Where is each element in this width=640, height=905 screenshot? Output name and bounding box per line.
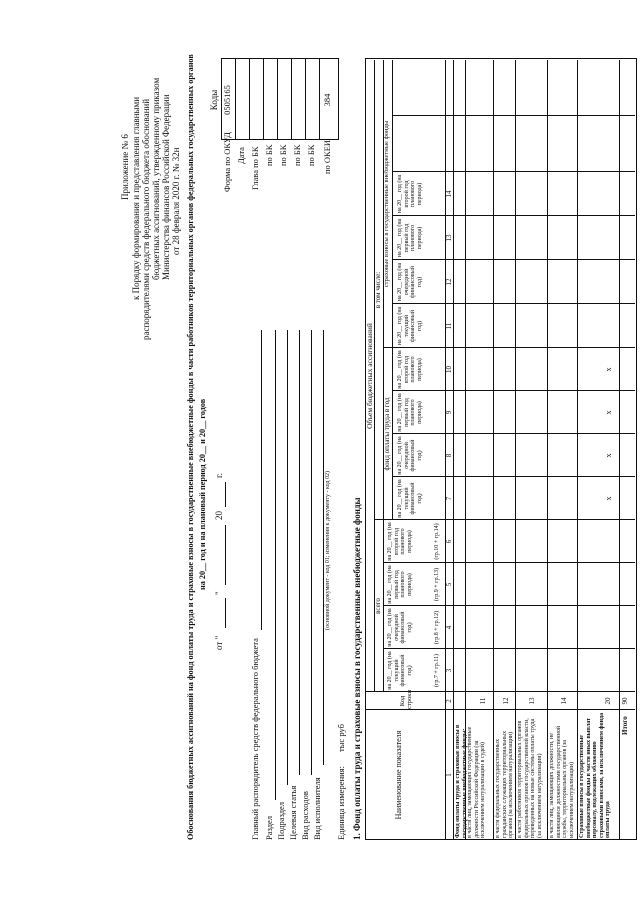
- th-total-p2: на 20__ год (на очередной финансовый год): [387, 608, 413, 647]
- th-total-p1: на 20__ год (на текущий финансовый год): [387, 651, 413, 690]
- date-from: от ": [214, 635, 224, 650]
- col-num-8: 8: [445, 453, 453, 458]
- th-code: Код строки: [399, 690, 414, 709]
- date-label: Дата: [236, 147, 246, 164]
- document-title: Обоснования бюджетных ассигнований на фонд оплаты труда и страховые взносы в государственные внебюджетные фонды в части работников территориальных органов федеральных государственных органов: [186, 54, 195, 840]
- row-3-code: 12: [502, 697, 510, 705]
- vr-label: Вид расходов: [300, 791, 310, 840]
- th-formula-5: (гр.9 + гр.13): [434, 567, 440, 602]
- row-2-name: в части лиц, замещающих государственные должности Российской Федерации (за исключением натурализации в судей): [467, 726, 487, 838]
- okud-label: Форма по ОКУД: [222, 132, 232, 192]
- codes-header: Коды: [209, 89, 219, 111]
- okud-value: 0505165: [222, 85, 232, 115]
- csr-label: Целевая статья: [288, 785, 298, 840]
- bk-label-4: по БК: [306, 144, 316, 166]
- x-mark-col7: х: [604, 496, 613, 501]
- th-fot-p1: на 20__ год (на текущий финансовый год): [397, 479, 423, 518]
- th-ins-p1: на 20__ год (на текущий финансовый год): [397, 306, 423, 346]
- th-formula-6: (гр.10 + гр.14): [434, 523, 440, 560]
- row-2-code: 11: [479, 697, 487, 705]
- row-5-name: в части лиц, замещающих должности, не являющиеся должностями государственной службы, территориальных органов (за исключением натурализации): [549, 725, 575, 838]
- th-fot-p2: на 20__ год (на очередной финансовый год): [397, 436, 423, 475]
- unit-value: тыс руб: [336, 724, 346, 752]
- bk-label-2: по БК: [278, 144, 288, 166]
- th-ins-p3: на 20__ год (на первый год планового периода): [397, 218, 423, 258]
- row-1-name: Фонд оплаты труда и страховые взносы в государственные внебюджетные фонды:: [455, 724, 468, 838]
- date-quote: ": [214, 591, 224, 595]
- col-num-7: 7: [445, 496, 453, 501]
- col-num-13: 13: [445, 234, 453, 242]
- col-num-4: 4: [445, 625, 453, 630]
- th-fot-p3: на 20__ год (на первый год планового периода): [397, 393, 423, 432]
- col-num-3: 3: [445, 668, 453, 673]
- x-mark-col8: х: [604, 453, 613, 458]
- th-ins-p4: на 20__ год (на второй год планового периода): [397, 174, 423, 214]
- bk-label-1: по БК: [264, 144, 274, 166]
- col-num-10: 10: [445, 366, 453, 373]
- appendix-line1: к Порядку формирования и представления главными: [131, 96, 141, 300]
- col-num-14: 14: [445, 190, 453, 198]
- col-num-1: 1: [445, 773, 453, 777]
- row-5-code: 14: [560, 697, 568, 705]
- x-mark-col10: х: [604, 367, 613, 372]
- date-g: г.: [214, 473, 224, 478]
- th-total-p3: на 20__ год (на первый год планового периода): [387, 565, 413, 604]
- th-fot: фонд оплаты труда в год: [383, 397, 391, 471]
- okei-value: 384: [322, 93, 332, 107]
- okei-label: по ОКЕИ: [322, 139, 332, 174]
- ispolnitel-label: Вид исполнителя: [312, 777, 322, 840]
- th-total: всего: [374, 598, 382, 614]
- unit-label: Единица измерения:: [336, 766, 346, 840]
- appendix-line2: распорядителями средств федерального бюджета обоснований: [141, 98, 151, 340]
- row-6-code: 20: [604, 697, 612, 705]
- th-ins-p2: на 20__ год (на очередной финансовый год): [397, 262, 423, 302]
- appendix-line3: бюджетных ассигнований, утвержденному приказом: [151, 77, 161, 280]
- total-label: Итого: [621, 716, 629, 735]
- col-num-9: 9: [445, 410, 453, 415]
- row-6-name: Страховые взносы в государственные внебюджетные фонды в части иных выплат персоналу, подлежащих обложению страховыми взносами, за исключением фонда оплаты труда: [579, 712, 612, 838]
- bk-label-3: по БК: [292, 144, 302, 166]
- th-insurance: страховые взносы в государственные внебюджетные фонды: [383, 120, 390, 288]
- col-num-5: 5: [445, 582, 453, 587]
- row-3-name: в части федеральных государственных гражданских служащих территориальных органов (за исключением натурализации): [495, 730, 515, 838]
- document-subtitle: на 20__ год и на плановый период 20__ и 20__ годов: [198, 398, 207, 590]
- row-4-code: 13: [528, 697, 536, 705]
- col-num-11: 11: [445, 322, 453, 330]
- th-intotal: в том числе:: [374, 271, 382, 309]
- th-total-p4: на 20__ год (на второй год планового периода): [387, 522, 413, 561]
- total-code: 90: [621, 697, 629, 705]
- col-num-6: 6: [445, 539, 453, 544]
- th-formula-3: (гр.7 + гр.11): [434, 653, 440, 688]
- date-year: 20: [214, 511, 224, 520]
- th-name: Наименование показателя: [394, 730, 403, 820]
- appendix-line4: Министерства финансов Российской Федерации: [161, 94, 171, 280]
- rotated-document: [115, 45, 635, 860]
- section-heading: 1. Фонд оплаты труда и страховые взносы в государственные внебюджетные фонды: [352, 497, 362, 840]
- appendix-title: Приложение № 6: [120, 134, 130, 200]
- podrazdel-label: Подраздел: [276, 801, 286, 840]
- grbs-label: Главный распорядитель средств федерального бюджета: [250, 638, 260, 840]
- appendix-line5: от 28 февраля 2020 г. № 32н: [171, 147, 181, 255]
- ispolnitel-note: (основной документ - код 01; изменения к документу - код 02): [325, 471, 331, 630]
- th-formula-4: (гр.8 + гр.12): [434, 610, 440, 645]
- x-mark-col9: х: [604, 410, 613, 415]
- bk-glava-label: Глава по БК: [250, 146, 260, 190]
- col-num-2: 2: [445, 699, 453, 703]
- col-num-12: 12: [445, 278, 453, 286]
- th-volume: Объем бюджетных ассигнований: [365, 323, 374, 429]
- row-4-name: в части работников территориальных органов федеральных органов государственной власти, переведенных на новые системы оплаты труда (за исключением натурализации): [517, 718, 543, 838]
- razdel-label: Раздел: [264, 815, 274, 840]
- th-fot-p4: на 20__ год (на второй год планового периода): [397, 350, 423, 389]
